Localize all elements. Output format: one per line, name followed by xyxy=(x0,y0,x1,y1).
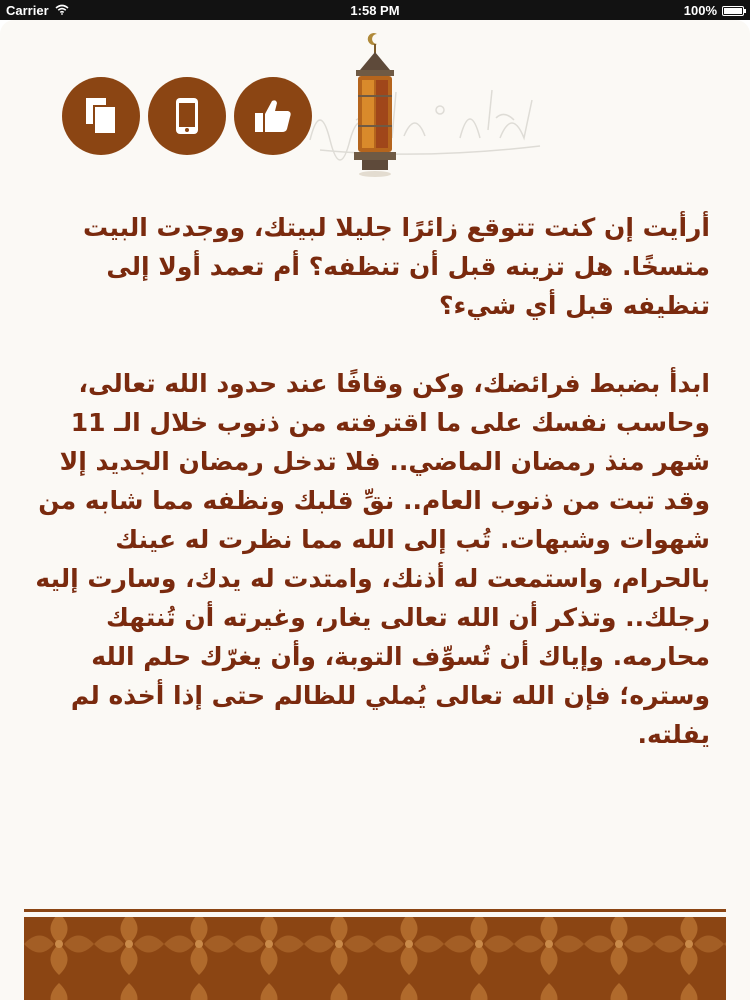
status-bar xyxy=(0,0,750,20)
lantern-image xyxy=(336,30,414,178)
status-right xyxy=(684,3,744,18)
copy-icon xyxy=(84,96,118,136)
article-text xyxy=(32,208,710,754)
ornamental-border xyxy=(24,909,726,1000)
device-button[interactable] xyxy=(148,77,226,155)
battery-percent: 100% xyxy=(683,3,717,18)
article-paragraph-2: ابدأ بضبط فرائضك، وكن وقافًا عند حدود الله تعالى، وحاسب نفسك على ما اقترفته من ذنوب خلال الـ 11 شهر منذ رمضان الماضي.. فلا تدخل رمضان الجديد إلا وقد تبت من ذنوب العام.. نقِّ قلبك ونظفه مما شابه من شهوات وشبهات. تُب إلى الله مما نظرت له عينك بالحرام، واستمعت له أذنك، وامتدت له يدك، وسارت إليه رجلك.. وتذكر أن الله تعالى يغار، وغيرته أن تُنتهك محارمه. وإياك أن تُسوِّف التوبة، وأن يغرّك حلم الله وستره؛ فإن الله تعالى يُملي للظالم حتى إذا أخذه لم يفلته. xyxy=(35,369,710,749)
status-time: 1:58 PM xyxy=(350,3,400,18)
carrier-label: Carrier xyxy=(6,3,49,18)
battery-icon xyxy=(722,6,744,16)
article-paragraph-1: أرأيت إن كنت تتوقع زائرًا جليلا لبيتك، ووجدت البيت متسخًا. هل تزينه قبل أن تنظفه؟ أم تعمد أولا إلى تنظيفه قبل أي شيء؟ xyxy=(83,213,710,320)
thumbs-up-icon xyxy=(253,98,293,134)
content-page xyxy=(0,20,750,1000)
copy-button[interactable] xyxy=(62,77,140,155)
mobile-device-icon xyxy=(174,96,200,136)
like-button[interactable] xyxy=(234,77,312,155)
battery-fill xyxy=(724,8,742,14)
